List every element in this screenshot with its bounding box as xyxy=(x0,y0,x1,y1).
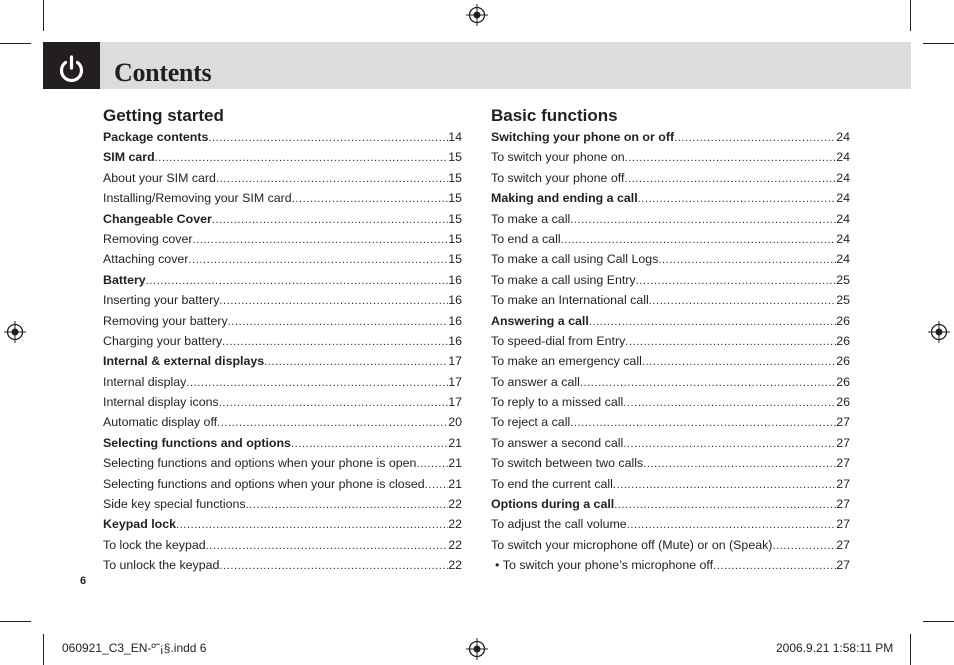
toc-entry[interactable] xyxy=(491,497,850,517)
toc-entry[interactable] xyxy=(491,436,850,456)
toc-entry[interactable] xyxy=(103,212,462,232)
toc-entry-page: 15 xyxy=(448,191,462,206)
power-icon-box xyxy=(43,42,100,89)
dot-leader xyxy=(613,479,836,491)
toc-entry[interactable] xyxy=(491,314,850,334)
toc-entry[interactable] xyxy=(103,436,462,456)
toc-entry-label: SIM card xyxy=(103,150,155,165)
toc-entry[interactable] xyxy=(103,334,462,354)
dot-leader xyxy=(222,336,448,348)
toc-entry-page: 22 xyxy=(448,537,462,552)
toc-entry-page: 24 xyxy=(836,252,850,267)
dot-leader xyxy=(155,152,449,164)
toc-entry[interactable] xyxy=(103,232,462,252)
dot-leader xyxy=(416,458,448,470)
toc-entry-label: Package contents xyxy=(103,130,209,144)
toc-entry-label: Automatic display off xyxy=(103,415,218,430)
toc-entry-label: Attaching cover xyxy=(103,252,189,267)
toc-entry-page: 24 xyxy=(836,170,850,185)
dot-leader xyxy=(627,519,837,531)
toc-entry-page: 22 xyxy=(448,517,462,532)
toc-entry-page: 14 xyxy=(448,130,462,144)
toc-entry-page: 21 xyxy=(448,435,462,450)
crop-mark xyxy=(923,621,954,622)
toc-entry-label: Side key special functions xyxy=(103,497,246,512)
registration-mark-icon xyxy=(928,321,950,343)
section-heading: Getting started xyxy=(103,106,224,125)
dot-leader xyxy=(658,254,836,266)
toc-entry-label: Selecting functions and options xyxy=(103,435,291,450)
toc-entry-label: To answer a call xyxy=(491,374,580,389)
toc-entry-page: 25 xyxy=(836,293,850,308)
toc-entry-label: Internal display icons xyxy=(103,395,219,410)
dot-leader xyxy=(219,560,448,572)
toc-entry[interactable] xyxy=(491,375,850,395)
toc-entry-label: Selecting functions and options when your phone is closed xyxy=(103,476,425,491)
toc-entry[interactable] xyxy=(491,212,850,232)
toc-entry[interactable] xyxy=(491,130,850,150)
section-heading: Basic functions xyxy=(491,106,618,125)
toc-entry-page: 26 xyxy=(836,333,850,348)
toc-entry-page: 16 xyxy=(448,313,462,328)
toc-entry[interactable] xyxy=(103,538,462,558)
dot-leader xyxy=(219,397,448,409)
dot-leader xyxy=(580,377,836,389)
page-number: 6 xyxy=(80,575,87,587)
toc-entry-page: 27 xyxy=(836,558,850,573)
toc-entry-page: 22 xyxy=(448,558,462,573)
toc-entry-label: Installing/Removing your SIM card xyxy=(103,191,292,206)
power-icon xyxy=(43,42,100,89)
toc-entry-label: To end the current call xyxy=(491,476,613,491)
toc-entry[interactable] xyxy=(491,456,850,476)
dot-leader xyxy=(624,173,836,185)
dot-leader xyxy=(208,132,448,144)
toc-entry[interactable] xyxy=(103,314,462,334)
dot-leader xyxy=(193,234,449,246)
toc-entry-page: 16 xyxy=(448,272,462,287)
dot-leader xyxy=(638,193,837,205)
toc-entry-page: 17 xyxy=(448,374,462,389)
toc-entry-label: To switch between two calls xyxy=(491,456,644,471)
toc-entry[interactable] xyxy=(491,538,850,558)
toc-entry-label: Charging your battery xyxy=(103,333,223,348)
toc-entry-page: 26 xyxy=(836,313,850,328)
toc-entry-page: 27 xyxy=(836,497,850,512)
toc-column-basic-functions xyxy=(491,106,850,579)
toc-entry[interactable] xyxy=(103,395,462,415)
toc-entry-page: 27 xyxy=(836,415,850,430)
dot-leader xyxy=(643,458,836,470)
toc-entry-page: 15 xyxy=(448,211,462,226)
toc-entry[interactable] xyxy=(491,354,850,374)
toc-entry-page: 26 xyxy=(836,395,850,410)
toc-entry-label: To make an International call xyxy=(491,293,649,308)
toc-entry-label: About your SIM card xyxy=(103,170,216,185)
toc-entry[interactable] xyxy=(491,232,850,252)
toc-entry[interactable] xyxy=(103,477,462,497)
toc-entry-label: Internal display xyxy=(103,374,187,389)
dot-leader xyxy=(570,214,836,226)
toc-entry-page: 15 xyxy=(448,231,462,246)
toc-entry[interactable] xyxy=(491,171,850,191)
toc-entry-label: To unlock the keypad xyxy=(103,558,220,573)
toc-entry[interactable] xyxy=(103,456,462,476)
toc-entry[interactable] xyxy=(491,191,850,211)
toc-entry-page: 24 xyxy=(836,150,850,165)
toc-entry-label: Selecting functions and options when your phone is open xyxy=(103,456,417,471)
toc-entry[interactable] xyxy=(491,150,850,170)
toc-entry-label: To switch your phone off xyxy=(491,170,625,185)
toc-entry[interactable] xyxy=(491,334,850,354)
toc-entry-page: 27 xyxy=(836,517,850,532)
file-slug: 060921_C3_EN-º˜¡§.indd 6 xyxy=(62,641,207,655)
toc-entry-label: To make a call using Entry xyxy=(491,272,636,287)
dot-leader xyxy=(623,397,836,409)
toc-entry-page: 26 xyxy=(836,354,850,369)
toc-entry[interactable] xyxy=(103,497,462,517)
toc-entry-page: 16 xyxy=(448,293,462,308)
toc-entry-page: 24 xyxy=(836,130,850,144)
toc-entry-page: 26 xyxy=(836,374,850,389)
toc-entry-label: Switching your phone on or off xyxy=(491,130,675,144)
toc-entry-page: 24 xyxy=(836,191,850,206)
dot-leader xyxy=(206,540,449,552)
toc-entry-label: To lock the keypad xyxy=(103,537,206,552)
dot-leader xyxy=(291,438,448,450)
toc-entry-label: Inserting your battery xyxy=(103,293,220,308)
dot-leader xyxy=(772,540,836,552)
toc-entry[interactable] xyxy=(103,130,462,150)
dot-leader xyxy=(713,560,836,572)
toc-entry-label: Battery xyxy=(103,272,146,287)
toc-entry-label: Answering a call xyxy=(491,313,589,328)
toc-entry[interactable] xyxy=(103,375,462,395)
dot-leader xyxy=(674,132,836,144)
dot-leader xyxy=(264,356,448,368)
toc-entry-page: 15 xyxy=(448,252,462,267)
crop-mark xyxy=(0,43,31,44)
dot-leader xyxy=(212,214,448,226)
dot-leader xyxy=(623,438,836,450)
registration-mark-icon xyxy=(466,4,488,26)
toc-entry-page: 27 xyxy=(836,435,850,450)
toc-entry[interactable] xyxy=(103,293,462,313)
toc-entry-label: Making and ending a call xyxy=(491,191,638,206)
toc-entry-list xyxy=(103,130,462,579)
dot-leader xyxy=(176,519,448,531)
dot-leader xyxy=(425,479,449,491)
toc-entry-label: To make a call using Call Logs xyxy=(491,252,659,267)
toc-entry[interactable] xyxy=(103,150,462,170)
dot-leader xyxy=(217,417,448,429)
dot-leader xyxy=(649,295,836,307)
toc-entry-label: To end a call xyxy=(491,231,561,246)
dot-leader xyxy=(636,275,837,287)
dot-leader xyxy=(186,377,448,389)
toc-entry-page: 27 xyxy=(836,456,850,471)
toc-entry-label: To make a call xyxy=(491,211,571,226)
crop-mark xyxy=(910,0,911,31)
crop-mark xyxy=(43,0,44,31)
dot-leader xyxy=(219,295,448,307)
dot-leader xyxy=(292,193,449,205)
toc-entry[interactable] xyxy=(103,191,462,211)
toc-entry[interactable] xyxy=(491,558,850,578)
page-title: Contents xyxy=(114,58,212,87)
dot-leader xyxy=(614,499,836,511)
toc-entry[interactable] xyxy=(103,273,462,293)
toc-entry-page: 17 xyxy=(448,354,462,369)
toc-entry-label: To make an emergency call xyxy=(491,354,642,369)
toc-entry[interactable] xyxy=(491,395,850,415)
toc-entry-label: To switch your phone on xyxy=(491,150,625,165)
toc-entry[interactable] xyxy=(103,252,462,272)
dot-leader xyxy=(625,152,837,164)
toc-entry-list xyxy=(491,130,850,579)
toc-entry[interactable] xyxy=(491,517,850,537)
toc-entry-page: 22 xyxy=(448,497,462,512)
toc-entry-label: To speed-dial from Entry xyxy=(491,333,626,348)
toc-entry-label: To switch your phone’s microphone off xyxy=(502,558,714,573)
registration-mark-icon xyxy=(4,321,26,343)
registration-mark-icon xyxy=(466,638,488,660)
toc-column-getting-started xyxy=(103,106,462,579)
crop-mark xyxy=(910,634,911,665)
toc-entry-label: Options during a call xyxy=(491,497,615,512)
toc-entry-page: 16 xyxy=(448,333,462,348)
toc-entry-page: 21 xyxy=(448,456,462,471)
dot-leader xyxy=(625,336,836,348)
toc-entry[interactable] xyxy=(491,415,850,435)
toc-entry-label: To switch your microphone off (Mute) or on (Speak) xyxy=(491,537,773,552)
crop-mark xyxy=(0,621,31,622)
toc-entry-label: Changeable Cover xyxy=(103,211,212,226)
dot-leader xyxy=(146,275,449,287)
toc-entry[interactable] xyxy=(491,477,850,497)
toc-entry[interactable] xyxy=(103,171,462,191)
toc-entry-label: To reply to a missed call xyxy=(491,395,624,410)
toc-entry[interactable] xyxy=(103,354,462,374)
toc-entry-label: Removing cover xyxy=(103,231,193,246)
toc-entry-label: Removing your battery xyxy=(103,313,228,328)
toc-entry-page: 17 xyxy=(448,395,462,410)
dot-leader xyxy=(642,356,836,368)
toc-entry-page: 27 xyxy=(836,476,850,491)
toc-entry-page: 25 xyxy=(836,272,850,287)
toc-entry-label: To reject a call xyxy=(491,415,571,430)
toc-entry-page: 24 xyxy=(836,211,850,226)
toc-entry[interactable] xyxy=(491,252,850,272)
toc-entry-label: Internal & external displays xyxy=(103,354,265,369)
dot-leader xyxy=(188,254,448,266)
dot-leader xyxy=(228,316,449,328)
bullet-icon: • xyxy=(495,558,500,573)
toc-entry[interactable] xyxy=(491,273,850,293)
toc-entry-page: 20 xyxy=(448,415,462,430)
crop-mark xyxy=(43,634,44,665)
dot-leader xyxy=(570,417,836,429)
toc-entry[interactable] xyxy=(103,558,462,578)
toc-entry[interactable] xyxy=(103,415,462,435)
date-slug: 2006.9.21 1:58:11 PM xyxy=(776,641,894,655)
toc-entry-label: Keypad lock xyxy=(103,517,176,532)
toc-entry[interactable] xyxy=(491,293,850,313)
toc-entry-page: 21 xyxy=(448,476,462,491)
toc-entry-label: To answer a second call xyxy=(491,435,624,450)
dot-leader xyxy=(216,173,448,185)
dot-leader xyxy=(589,316,836,328)
toc-entry-page: 15 xyxy=(448,170,462,185)
dot-leader xyxy=(246,499,449,511)
toc-entry[interactable] xyxy=(103,517,462,537)
crop-mark xyxy=(923,43,954,44)
toc-entry-label: To adjust the call volume xyxy=(491,517,627,532)
toc-entry-page: 27 xyxy=(836,537,850,552)
toc-entry-page: 15 xyxy=(448,150,462,165)
dot-leader xyxy=(561,234,837,246)
toc-entry-page: 24 xyxy=(836,231,850,246)
